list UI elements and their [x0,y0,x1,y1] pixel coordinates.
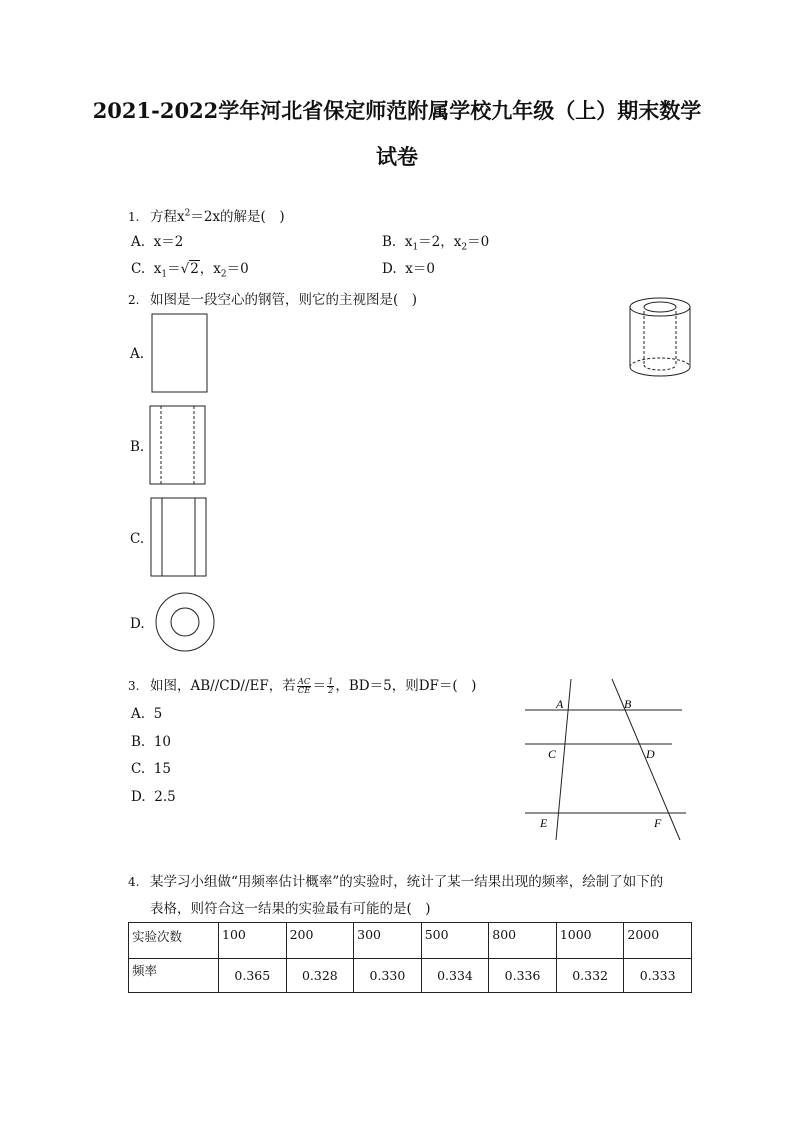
point-a-label: A [556,697,564,711]
q1-option-a[interactable]: A. x＝2 [131,234,184,250]
q2-option-c-label[interactable]: C. [130,531,145,547]
q3-option-b[interactable]: B. 10 [131,734,171,750]
question-1-stem: 1. 方程$x^2=2x$的解是( ) [128,208,285,225]
question-2-stem: 2. 如图是一段空心的钢管，则它的主视图是( ) [128,292,418,308]
table-row-trials [129,923,692,959]
table-cell: 300 [354,923,422,959]
question-3-stem: 3. 如图，AB//CD//EF，若 $\frac{AC}{CE}$ ＝ $\frac{1}{2}$ ，BD＝5，则DF＝( ) [128,676,477,696]
point-c-label: C [548,747,557,761]
hollow-pipe-figure [620,295,700,385]
q2-option-d-label[interactable]: D. [130,616,145,632]
table-header-cell: 实验次数 [129,923,219,959]
q2-option-a-figure[interactable] [150,312,210,394]
point-b-label: B [624,697,632,711]
point-d-label: D [646,747,655,761]
q1-option-d[interactable]: D. x＝0 [382,261,435,277]
table-cell: 0.334 [421,959,489,993]
table-cell: 0.333 [624,959,692,993]
question-number: 4. [128,875,140,889]
q2-option-c-figure[interactable] [149,496,209,578]
point-e-label: E [540,816,548,830]
q1-option-b[interactable]: B. $x_1=2$，$x_2=0$ [382,234,490,253]
table-cell: 0.365 [219,959,287,993]
question-number: 2. [128,293,140,307]
table-row-frequency [129,959,692,993]
point-f-label: F [654,816,662,830]
table-cell: 100 [219,923,287,959]
table-cell: 200 [286,923,354,959]
page-title: 2021-2022学年河北省保定师范附属学校九年级（上）期末数学 [92,98,702,123]
question-number: 1. [128,210,140,224]
table-cell: 0.336 [489,959,557,993]
fraction-ac-ce: $\frac{AC}{CE}$ [297,676,311,696]
q3-option-c[interactable]: C. 15 [131,761,171,777]
question-4-stem: 4. 某学习小组做“用频率估计概率”的实验时，统计了某一结果出现的频率，绘制了如下的 [128,874,664,890]
table-cell: 500 [421,923,489,959]
frequency-table [128,922,692,993]
q3-option-a[interactable]: A. 5 [131,706,163,722]
parallel-lines-figure [520,676,690,846]
table-cell: 2000 [624,923,692,959]
page-title-line2: 试卷 [376,144,418,169]
fraction-one-half: $\frac{1}{2}$ [327,676,334,696]
question-number: 3. [128,679,140,693]
q2-option-a-label[interactable]: A. [130,346,145,362]
table-header-cell: 频率 [129,959,219,993]
table-cell: 1000 [556,923,624,959]
table-cell: 0.330 [354,959,422,993]
table-cell: 0.328 [286,959,354,993]
q1-option-c[interactable]: C. $x_1=√2$，$x_2=0$ [131,261,249,280]
q2-option-b-figure[interactable] [148,404,208,486]
table-cell: 0.332 [556,959,624,993]
q3-option-d[interactable]: D. 2.5 [131,789,176,805]
table-cell: 800 [489,923,557,959]
question-4-stem-line2: 表格，则符合这一结果的实验最有可能的是( ) [150,901,431,917]
q2-option-b-label[interactable]: B. [130,439,145,455]
q2-option-d-figure[interactable] [153,592,217,656]
